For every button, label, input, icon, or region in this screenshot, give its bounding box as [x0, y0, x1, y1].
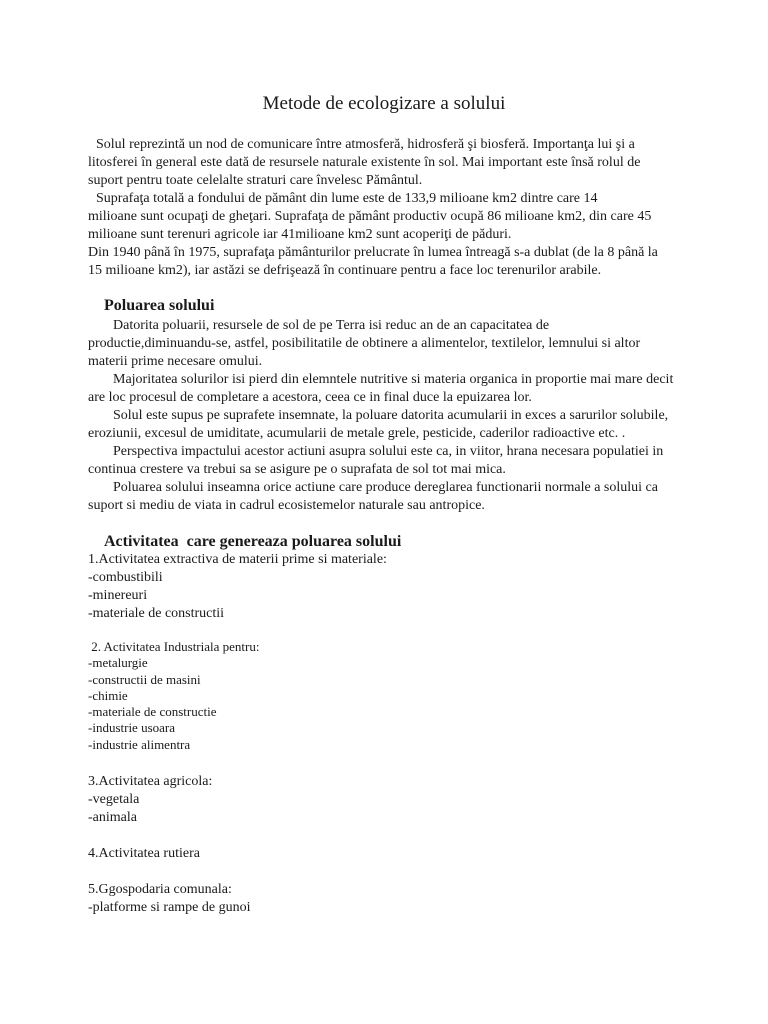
section-heading-activitatea: Activitatea care genereaza poluarea solului	[104, 533, 402, 550]
page-title: Metode de ecologizare a solului	[262, 93, 506, 114]
text-line: materii prime necesare omului.	[88, 354, 263, 369]
list-item: -metalurgie	[88, 655, 148, 671]
list-item: -constructii de masini	[88, 671, 201, 687]
text-line: Perspectiva impactului acestor actiuni asupra solului este ca, in viitor, hrana necesara populatiei in	[113, 444, 664, 459]
text-line: Poluarea solului inseamna orice actiune care produce dereglarea functionarii normale a solului ca	[113, 480, 658, 495]
text-line: continua crestere va trebui sa se asigure pe o suprafata de sol tot mai mica.	[88, 462, 506, 477]
list-item: -platforme si rampe de gunoi	[88, 900, 251, 915]
list-item: -animala	[88, 810, 137, 825]
list-item: -industrie alimentra	[88, 736, 191, 752]
list-heading: 2. Activitatea Industriala pentru:	[88, 639, 260, 654]
text-line: Solul este supus pe suprafete insemnate, la poluare datorita acumularii in exces a sarurilor solubile,	[113, 408, 669, 423]
list-heading: 1.Activitatea extractiva de materii prime si materiale:	[88, 552, 387, 567]
text-line: milioane sunt ocupaţi de gheţari. Suprafaţa de pământ productiv ocupă 86 milioane km2, din care 45	[88, 209, 652, 224]
text-line: milioane sunt terenuri agricole iar 41milioane km2 sunt acoperiţi de păduri.	[88, 227, 512, 242]
text-line: productie,diminuandu-se, astfel, posibilitatile de obtinere a alimentelor, textilelor, lemnului si altor	[88, 336, 641, 351]
list-item: -industrie usoara	[88, 720, 176, 736]
list-heading: 3.Activitatea agricola:	[88, 774, 213, 789]
list-item: -chimie	[88, 687, 128, 703]
list-item: -vegetala	[88, 792, 140, 807]
text-line: Datorita poluarii, resursele de sol de pe Terra isi reduc an de an capacitatea de	[113, 318, 550, 333]
list-agricola	[88, 773, 708, 827]
text-line: are loc procesul de completare a acestora, ceea ce in final duce la epuizarea lor.	[88, 390, 532, 405]
text-line: 15 milioane km2), iar astăzi se defrişează în continuare pentru a face loc terenurilor arabile.	[88, 263, 602, 278]
list-heading: 4.Activitatea rutiera	[88, 846, 200, 861]
intro-paragraph	[88, 136, 708, 280]
list-extractiva	[88, 551, 708, 623]
section-heading-poluarea: Poluarea solului	[104, 297, 215, 314]
list-comunala	[88, 881, 708, 917]
list-item: -materiale de constructii	[88, 606, 225, 621]
text-line: Din 1940 până în 1975, suprafaţa pământurilor prelucrate în lumea întreagă s-a dublat (de la 8 până la	[88, 245, 658, 260]
list-item: -combustibili	[88, 570, 163, 585]
list-rutiera	[88, 845, 708, 863]
list-industriala	[88, 639, 708, 753]
list-item: -minereuri	[88, 588, 148, 603]
text-line: Majoritatea solurilor isi pierd din elemntele nutritive si materia organica in proportie mai mare decit	[113, 372, 674, 387]
text-line: suport pentru toate celelalte straturi care învelesc Pământul.	[88, 173, 423, 188]
list-item: -materiale de constructie	[88, 704, 217, 720]
list-heading: 5.Ggospodaria comunala:	[88, 882, 232, 897]
text-line: Suprafaţa totală a fondului de pământ din lume este de 133,9 milioane km2 dintre care 14	[96, 191, 598, 206]
section-poluarea-text	[88, 317, 708, 515]
text-line: suport si mediu de viata in cadrul ecosistemelor naturale sau antropice.	[88, 498, 485, 513]
text-line: litosferei în general este dată de resursele naturale existente în sol. Mai important este însă rolul de	[88, 155, 641, 170]
text-line: eroziunii, excesul de umiditate, acumularii de metale grele, pesticide, caderilor radioactive etc. .	[88, 426, 626, 441]
text-line: Solul reprezintă un nod de comunicare între atmosferă, hidrosferă şi biosferă. Importanţa lui şi a	[96, 137, 635, 152]
